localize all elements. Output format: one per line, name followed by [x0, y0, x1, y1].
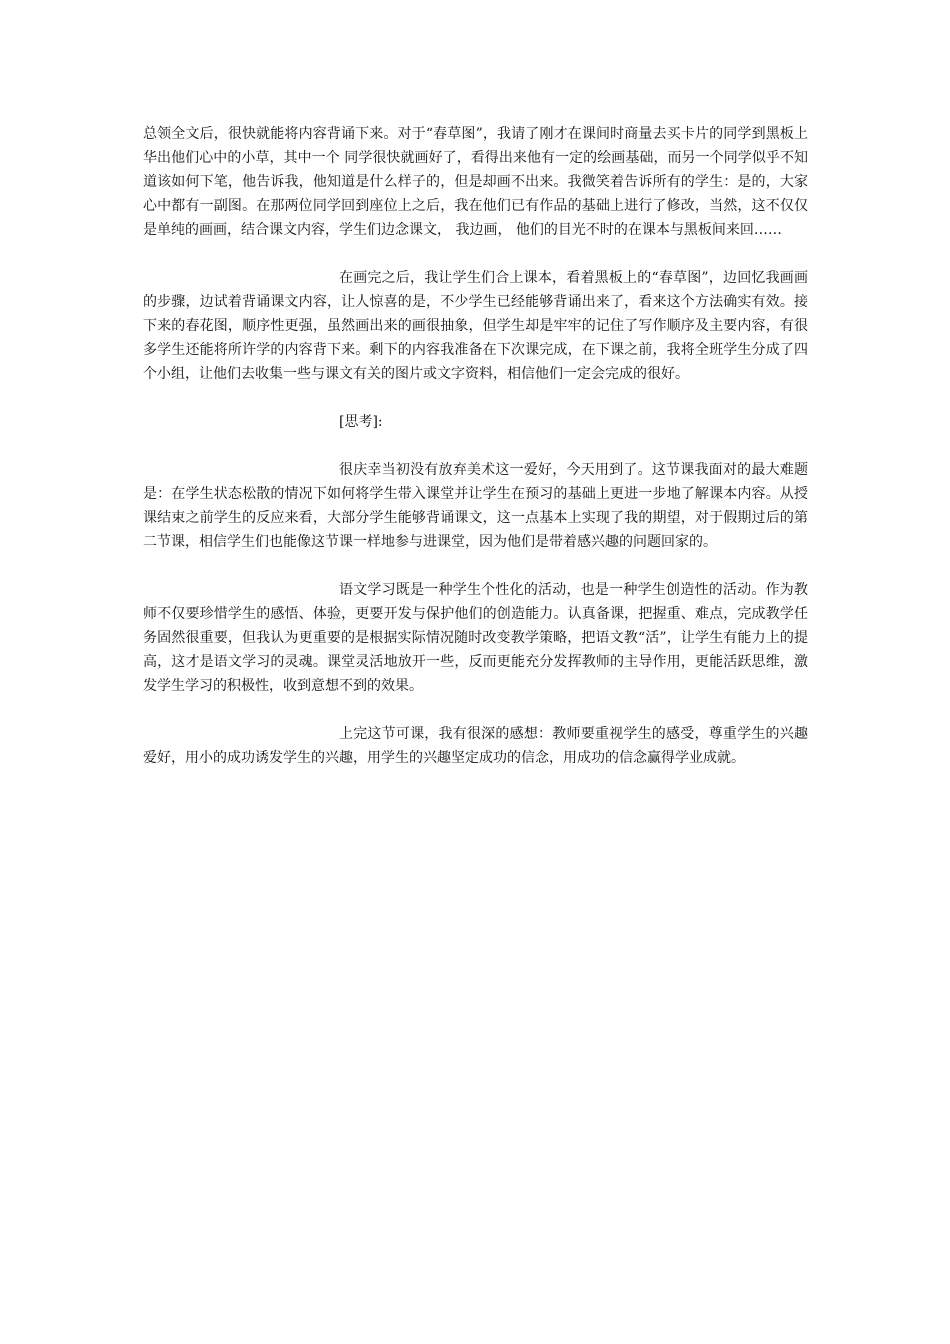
section-heading-reflection: [思考]:: [339, 414, 383, 430]
paragraph-4: 语文学习既是一种学生个性化的活动，也是一种学生创造性的活动。作为教师不仅要珍惜学生的感悟、体验，更要开发与保护他们的创造能力。认真备课，把握重、难点，完成教学任务固然很重要，但我认为更重要的是根据实际情况随时改变教学策略，把语文教“活”，让学生有能力上的提高，这才是语文学习的灵魂。课堂灵活地放开一些，反而更能充分发挥教师的主导作用，更能活跃思维，激发学生学习的积极性，收到意想不到的效果。: [143, 582, 808, 694]
paragraph-1: 总领全文后，很快就能将内容背诵下来。对于“春草图”，我请了刚才在课间时商量去买卡片的同学到黑板上华出他们心中的小草，其中一个 同学很快就画好了，看得出来他有一定的绘画基础，而另一个同学似乎不知道该如何下笔，他告诉我，他知道是什么样子的，但是却画不出来。我微笑着告诉所有的学生：是的，大家心中都有一副图。在那两位同学回到座位上之后，我在他们已有作品的基础上进行了修改，当然，这不仅仅是单纯的画画，结合课文内容，学生们边念课文， 我边画， 他们的目光不时的在课本与黑板间来回……: [143, 126, 808, 238]
paragraph-5: 上完这节可课，我有很深的感想：教师要重视学生的感受，尊重学生的兴趣爱好，用小的成功诱发学生的兴趣，用学生的兴趣坚定成功的信念，用成功的信念赢得学业成就。: [143, 726, 808, 766]
paragraph-3: 很庆幸当初没有放弃美术这一爱好，今天用到了。这节课我面对的最大难题是：在学生状态松散的情况下如何将学生带入课堂并让学生在预习的基础上更进一步地了解课本内容。从授课结束之前学生的反应来看，大部分学生能够背诵课文，这一点基本上实现了我的期望，对于假期过后的第二节课，相信学生们也能像这节课一样地参与进课堂，因为他们是带着感兴趣的问题回家的。: [143, 462, 808, 550]
paragraph-2: 在画完之后，我让学生们合上课本，看着黑板上的“春草图”，边回忆我画画的步骤，边试着背诵课文内容，让人惊喜的是，不少学生已经能够背诵出来了，看来这个方法确实有效。接下来的春花图，顺序性更强，虽然画出来的画很抽象，但学生却是牢牢的记住了写作顺序及主要内容，有很多学生还能将所许学的内容背下来。剩下的内容我准备在下次课完成，在下课之前，我将全班学生分成了四个小组，让他们去收集一些与课文有关的图片或文字资料，相信他们一定会完成的很好。: [143, 270, 808, 382]
document-body: [143, 122, 808, 794]
